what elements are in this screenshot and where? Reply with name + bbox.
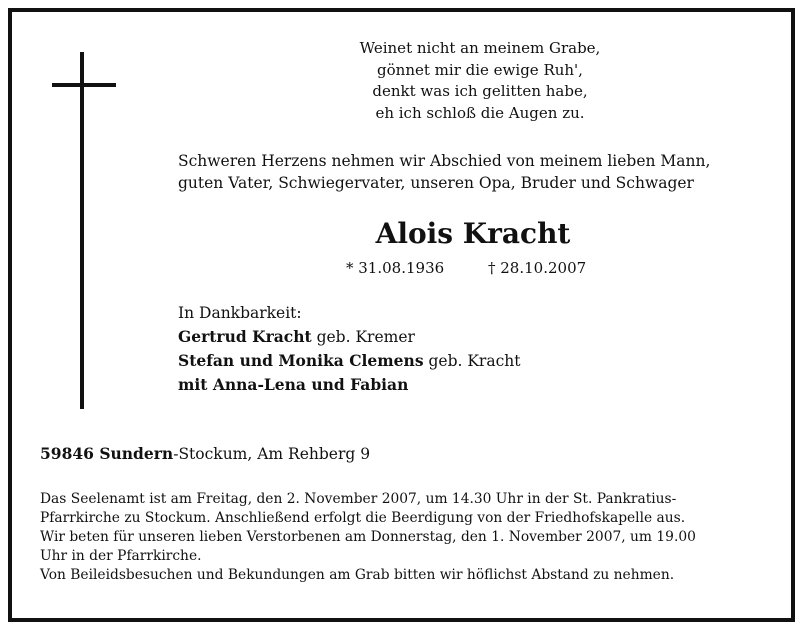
farewell-text [178, 151, 778, 194]
birth-date: * 31.08.1936 [346, 259, 445, 277]
poem-line: denkt was ich gelitten habe, [372, 82, 588, 100]
mourner-name: Stefan und Monika Clemens [178, 351, 424, 370]
poem [300, 38, 660, 124]
info-line: Uhr in der Pfarrkirche. [40, 548, 202, 564]
poem-line: gönnet mir die ewige Ruh', [377, 60, 583, 79]
cross-icon-horizontal [52, 83, 116, 87]
death-date: † 28.10.2007 [488, 259, 587, 277]
info-line: Pfarrkirche zu Stockum. Anschließend erfolgt die Beerdigung von der Friedhofskapelle aus. [40, 510, 686, 526]
mourners [178, 302, 738, 397]
mourner-line [178, 349, 738, 373]
info-line: Das Seelenamt ist am Freitag, den 2. November 2007, um 14.30 Uhr in der St. Pankratius- [40, 491, 677, 507]
farewell-line: guten Vater, Schwiegervater, unseren Opa, Bruder und Schwager [178, 173, 694, 192]
mourners-heading: In Dankbarkeit: [178, 304, 302, 322]
service-info [40, 490, 770, 585]
deceased-name: Alois Kracht [375, 217, 571, 250]
farewell-line: Schweren Herzens nehmen wir Abschied von meinem lieben Mann, [178, 152, 711, 170]
mourner-line [178, 325, 738, 349]
mourner-note: geb. Kracht [423, 352, 521, 370]
poem-line: eh ich schloß die Augen zu. [375, 103, 585, 122]
info-line: Wir beten für unseren lieben Verstorbenen am Donnerstag, den 1. November 2007, um 19.00 [40, 529, 696, 545]
info-line: Von Beileidsbesuchen und Bekundungen am Grab bitten wir höflichst Abstand zu nehmen. [40, 567, 675, 583]
address [40, 443, 600, 465]
address-street: -Stockum, Am Rehberg 9 [173, 445, 371, 463]
address-city: 59846 Sundern [40, 444, 174, 463]
mourner-name: Gertrud Kracht [178, 327, 312, 346]
mourner-line [178, 373, 738, 397]
mourner-note: geb. Kremer [311, 328, 415, 346]
poem-line: Weinet nicht an meinem Grabe, [359, 39, 601, 57]
mourner-name: mit Anna-Lena und Fabian [178, 375, 409, 394]
cross-icon-vertical [80, 52, 84, 409]
